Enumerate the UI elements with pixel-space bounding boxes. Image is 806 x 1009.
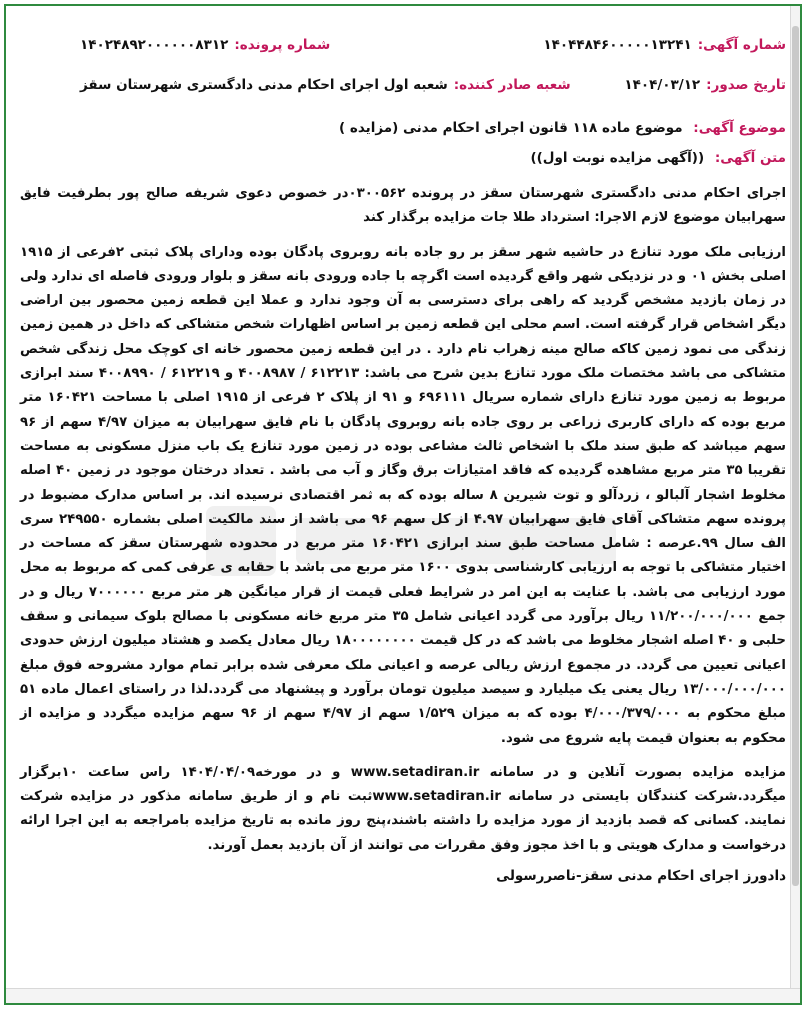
issuer-value: شعبه اول اجرای احکام مدنی دادگستری شهرستان سقز <box>80 77 448 93</box>
scrollbar-thumb[interactable] <box>792 26 799 886</box>
header-row-2 <box>20 72 786 98</box>
ad-body <box>20 182 786 858</box>
ad-number-value: ۱۴۰۴۴۸۴۶۰۰۰۰۰۱۳۲۴۱ <box>543 37 692 53</box>
case-number <box>80 32 330 58</box>
subject-value: موضوع ماده ۱۱۸ قانون اجرای احکام مدنی (مزایده ) <box>339 120 683 136</box>
issuer-label: شعبه صادر کننده: <box>453 77 571 93</box>
ad-intro-paragraph: اجرای احکام مدنی دادگستری شهرستان سقز در پرونده ۰۳۰۰۵۶۲در خصوص دعوی شریفه صالح پور بطرفیت فایق سهرابیان موضوع لازم الاجرا: استرداد طلا جات مزایده برگذار کند <box>20 186 786 226</box>
ad-number <box>543 32 786 58</box>
subject-row <box>20 120 786 136</box>
issue-date <box>624 72 786 98</box>
case-number-label: شماره پرونده: <box>234 37 331 53</box>
ad-title: ((آگهی مزایده نوبت اول)) <box>530 150 705 166</box>
issuer <box>80 72 571 98</box>
bottom-edge <box>6 988 800 1003</box>
ad-text-label: متن آگهی: <box>714 150 786 166</box>
header-row-1 <box>20 32 786 58</box>
document-content <box>20 32 786 884</box>
subject-label: موضوع آگهی: <box>693 120 786 136</box>
ad-text-row <box>20 150 786 166</box>
issue-date-value: ۱۴۰۴/۰۳/۱۲ <box>624 77 701 93</box>
ad-number-label: شماره آگهی: <box>697 37 786 53</box>
issue-date-label: تاریخ صدور: <box>706 77 786 93</box>
vertical-scrollbar[interactable] <box>790 6 800 1003</box>
ad-auction-paragraph: مزایده مزایده بصورت آنلاین و در سامانه www.setadiran.ir و در مورخه۱۴۰۴/۰۴/۰۹ راس ساعت ۱۰برگزار میگردد.شرکت کنندگان بایستی در سامانه www.setadiran.irثبت نام و از طریق سامانه مذکور در مزایده شرکت نمایند. کسانی که قصد بازدید از مورد مزایده را داشته باشند،پنج روز مانده به تاریخ مزایده بامراجعه به این اجرا ارائه درخواست و مدارک هویتی و با اخذ مجوز وفق مقررات می توانند از آن بازدید بعمل آورند. <box>20 764 786 853</box>
case-number-value: ۱۴۰۲۴۸۹۲۰۰۰۰۰۰۸۳۱۲ <box>80 37 229 53</box>
ad-valuation-paragraph: ارزیابی ملک مورد تنازع در حاشیه شهر سقز بر رو جاده بانه روبروی پادگان بوده ودارای پلاک ثبتی ۲فرعی از ۱۹۱۵ اصلی بخش ۰۱ و در نزدیکی شهر واقع گردیده است اگرچه با جاده ورودی بانه سقز و بلوار ورودی فاصله ای ندارد ولی در زمان بازدید مشخص گردید که راهی برای دسترسی به آن وجود ندارد و عملا این قطعه زمین محصور بین اراضی دیگر اشخاص قرار گرفته است. اسم محلی این قطعه زمین بر اساس اظهارات شخص متشاکی که داخل در همین زمین زندگی می نمود زمین کاکه صالح مینه زهراب نام دارد . در این قطعه زمین محصور خانه ای کوچک محل زندگی شخص متشاکی می باشد مختصات ملک مورد تنازع بدین شرح می باشد: ۶۱۲۲۱۳ / ۴۰۰۸۹۸۷ و ۶۱۲۲۱۹ / ۴۰۰۸۹۹۰ سند ابرازی مربوط به زمین مورد تنازع دارای شماره سریال ۶۹۶۱۱۱ و ۹۱ از پلاک ۲ فرعی از ۱۹۱۵ اصلی با مساحت ۱۶۰۴۲۱ متر مربع بوده که دارای کاربری زراعی بر روی جاده بانه روبروی پادگان با نام فایق سهرابیان به میزان ۴/۹۷ سهم از ۹۶ سهم میباشد که طبق سند ملک با اشخاص ثالث مشاعی بوده در زمین مورد تنازع یک باب منزل مسکونی به مساحت تقریبا ۳۵ متر مربع مشاهده گردیده که فاقد امتیازات برق وگاز و آب می باشد . تعداد درختان موجود در زمین ۴۰ اصله مخلوط اشجار آلبالو ، زردآلو و توت شیرین ۸ ساله بوده که به ثمر اقتصادی نرسیده اند. بر اساس مدارک مضبوط در پرونده سهم متشاکی آقای فایق سهرابیان ۴.۹۷ از کل سهم ۹۶ می باشد از سند مالکیت اصلی بشماره ۲۴۹۵۵۰ سری الف سال ۹۹.عرصه : شامل مساحت طبق سند ابرازی ۱۶۰۴۲۱ متر مربع در محدوده شهرستان سقز که مساحت در اختیار متشاکی با توجه به ارزیابی کارشناسی بدوی ۱۶۰۰ متر مربع می باشد با حقابه ی عرفی کمی که مربوط به محل مورد ارزیابی می باشد. با عنایت به این امر در شرایط فعلی قیمت از قرار میانگین هر متر مربع ۷۰۰۰۰۰۰ ریال و در جمع ۱۱/۲۰۰/۰۰۰/۰۰۰ ریال برآورد می گردد اعیانی شامل ۳۵ متر مربع خانه مسکونی با مصالح بلوک سیمانی و سقف حلبی و ۴۰ اصله اشجار مخلوط می باشد که در کل قیمت ۱۸۰۰۰۰۰۰۰۰ ریال معادل یکصد و هشتاد میلیون ارزش حدودی اعیانی تعیین می گردد. در مجموع ارزش ریالی عرصه و اعیانی ملک معرفی شده برابر تمام موارد مشروحه فوق مبلغ ۱۳/۰۰۰/۰۰۰/۰۰۰ ریال یعنی یک میلیارد و سیصد میلیون تومان برآورد و پیشنهاد می گردد.لذا در راستای اعمال ماده ۵۱ مبلغ محکوم به ۴/۰۰۰/۳۷۹/۰۰۰ بوده که به میزان ۱/۵۲۹ سهم از ۴/۹۷ سهم از ۹۶ سهم مزایده میگردد و مزایده از محکوم به بعنوان قیمت پایه شروع می شود. <box>20 244 787 746</box>
document-frame <box>4 4 802 1005</box>
signature: دادورز اجرای احکام مدنی سقز-ناصررسولی <box>496 868 786 885</box>
